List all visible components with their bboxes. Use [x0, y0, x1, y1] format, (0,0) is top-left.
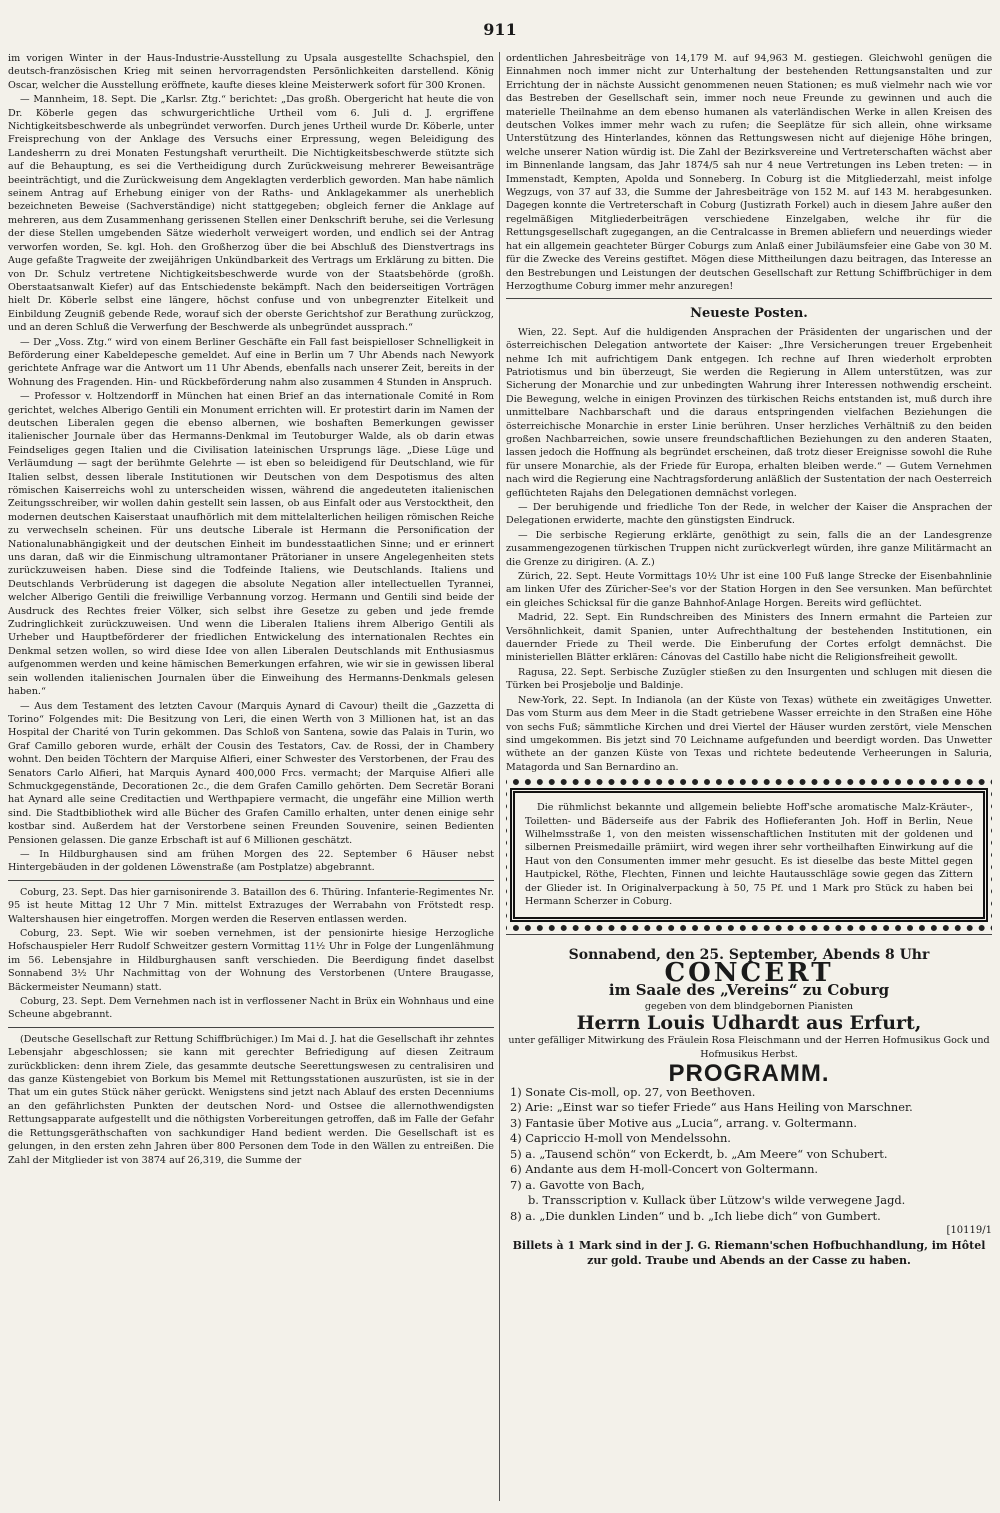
article-paragraph: im vorigen Winter in der Haus-Industrie-Ausstellung zu Upsala ausgestellte Schachspiel, den deutsch-französischen Krieg mit seinen hervorragendsten Persönlichkeiten darstellend. König Oscar, welcher die Ausstellung eröffnete, kaufte dieses kleine Meisterwerk sofort für 300 Kronen. [8, 53, 494, 91]
column-divider [499, 52, 500, 1501]
news-paragraph: Madrid, 22. Sept. Ein Rundschreiben des Ministers des Innern ermahnt die Parteien zur Versöhnlichkeit, damit Spanien, unter Aufrechthaltung der bestehenden Institutionen, ein dauernder Friede zu Theil werde. Die Einberufung der Cortes erfolgt demnächst. Die ministeriellen Blätter erklären: Cánovas del Castillo habe nicht die Religionsfreiheit gewollt. [506, 612, 992, 664]
soap-ad-text: Die rühmlichst bekannte und allgemein beliebte Hoff'sche aromatische Malz-Kräuter-, Toiletten- und Bäderseife aus der Fabrik des Hoflieferanten Joh. Hoff in Berlin, Neue Wilhelmsstraße 1, von den meisten wissenschaftlichen Instituten mit der goldenen und silbernen Preismedaille prämiirt, wird wegen ihrer sehr vortheilhaften Einwirkung auf die Haut von den Consumenten immer mehr gesucht. Es ist dieselbe das beste Mittel gegen Hautpickel, Röthe, Flechten, Finnen und leichte Hautausschläge sowie gegen das Zittern der Glieder ist. In Originalverpackung à 50, 75 Pf. und 1 Mark pro Stück zu haben bei Hermann Scherzer in Coburg. [525, 802, 973, 907]
news-paragraph: — Die serbische Regierung erklärte, genöthigt zu sein, falls die an der Landesgrenze zusammengezogenen türkischen Truppen nicht zurückverlegt würden, ihre ganze Militärmacht an die Grenze zu dirigiren. (A. Z.) [506, 529, 992, 568]
programm-item: b. Transscription v. Kullack über Lützow's wilde verwegene Jagd. [528, 1193, 906, 1208]
concert-performer: Herrn Louis Udhardt aus Erfurt, [576, 1012, 922, 1034]
concert-given-by: gegeben von dem blindgebornen Pianisten [644, 1000, 854, 1012]
society-paragraph-continued: ordentlichen Jahresbeiträge von 14,179 M. auf 94,963 M. gestiegen. Gleichwohl genügen die Einnahmen noch immer nicht zur Unterhaltung der bestehenden Rettungsanstalten und zur Errichtung der in nächste Aussicht genommenen neuen Stationen; es muß vielmehr nach wie vor das Bestreben der Gesellschaft sein, immer noch neue Freunde zu gewinnen und auch die materielle Theilnahme an dem ebenso humanen als vaterländischen Werke in allen Kreisen des deutschen Volkes immer mehr wach zu rufen; die Seeplätze für sich allein, ohne wirksame Unterstützung des Hinterlandes, können das Rettungswesen nicht auf diejenige Höhe bringen, welche unserer Nation würdig ist. Die Zahl der Bezirksvereine und Vertreterschaften wächst aber im Binnenlande langsam, das Jahr 1874/5 sah nur 4 neue Vertretungen ins Leben treten: — in Immenstadt, Kempten, Apolda und Sonneberg. In Coburg ist die Mitgliederzahl, meist infolge Wegzugs, von 37 auf 33, die Summe der Jahresbeiträge von 152 M. auf 143 M. herabgesunken. Dagegen konnte die Vertreterschaft in Coburg (Justizrath Forkel) auch in diesem Jahre außer den regelmäßigen Mitgliederbeiträgen verschiedene Einzelgaben, welche ihr für die Rettungsgesellschaft zugegangen, an die Centralcasse in Bremen abliefern und neuerdings wieder hat ein allgemein geachteter Bürger Coburgs zum Anlaß einer Jubiläumsfeier eine Gabe von 30 M. für die Zwecke des Vereins gestiftet. Mögen diese Mittheilungen dazu beitragen, das Interesse an den Bestrebungen und Leistungen der deutschen Gesellschaft zur Rettung Schiffbrüchiger in dem Herzogthume Coburg immer mehr anzuregen! [506, 53, 992, 292]
news-paragraph: — Der beruhigende und friedliche Ton der Rede, in welcher der Kaiser die Ansprachen der Delegationen erwiderte, machte den günstigsten Eindruck. [506, 502, 992, 527]
programm-item: 2) Arie: „Einst war so tiefer Friede“ aus Hans Heiling von Marschner. [510, 1100, 913, 1115]
programm-item: 8) a. „Die dunklen Linden“ und b. „Ich liebe dich“ von Gumbert. [510, 1208, 881, 1223]
section-divider [506, 934, 992, 935]
ticket-info: Billets à 1 Mark sind in der J. G. Riemann'schen Hofbuchhandlung, im Hôtel zur gold. Traube und Abends an der Casse zu haben. [512, 1238, 986, 1267]
concert-date: Sonnabend, den 25. September, Abends 8 Uhr [568, 947, 930, 964]
concert-venue: im Saale des „Vereins“ zu Coburg [608, 981, 890, 1000]
news-paragraph: Zürich, 22. Sept. Heute Vormittags 10½ Uhr ist eine 100 Fuß lange Strecke der Eisenbahnlinie am linken Ufer des Züricher-See's vor der Station Horgen in den See versunken. Man befürchtet ein gleiches Schicksal für die ganze Bahnhof-Anlage Horgen. Bereits wird geflüchtet. [506, 571, 992, 609]
section-divider [8, 1027, 494, 1028]
programm-heading: PROGRAMM. [668, 1060, 830, 1088]
article-paragraph: — Professor v. Holtzendorff in München hat einen Brief an das internationale Comité in Rom gerichtet, welches Alberigo Gentili ein Monument errichten will. Er protestirt darin im Namen der deutschen Liberalen gegen die ebenso albernen, wie boshaften Bemerkungen gewisser italienischer Journale über das Hermanns-Denkmal im Teutoburger Walde, als ob darin etwas Feindseliges gegen Italien und die Civilisation lateinischen Ursprungs läge. „Diese Lüge und Verläumdung — sagt der berühmte Gelehrte — ist eben so beleidigend für Deutschland, wie für Italien selbst, dessen liberale Institutionen wir Deutschen von dem Despotismus des alten römischen Kaiserreichs wohl zu unterscheiden wissen, während die angedeuteten italienischen Zeitungsschreiber, wir wollen dahin gestellt sein lassen, ob aus Einfalt oder aus Verstocktheit, den modernen deutschen Kaiserstaat unaufhörlich mit dem mittelalterlichen heiligen römischen Reiche zu verwechseln scheinen. Für uns deutsche Liberale ist Hermann die Personification der Nationalunabhängigkeit und der deutschen Einheit im bundesstaatlichen Sinne; und er erinnert uns daran, daß wir die Einmischung ultramontaner Prätorianer in unsere Angelegenheiten stets zurückzuweisen haben. Diese sind die Todfeinde Italiens, wie Deutschlands. Italiens und Deutschlands Verbrüderung ist dagegen die absolute Negation aller intellectuellen Tyrannei, welcher Alberigo Gentili die freiwillige Verbannung vorzog. Hermann und Gentili sind beide der Ausdruck des Rechtes freier Völker, sich selbst ihre Gesetze zu geben und jede fremde Zudringlichkeit zurückzuweisen. Und wenn die Liberalen Italiens ihrem Alberigo Gentili als Urheber und Hauptbeförderer der friedlichen Entwickelung des internationalen Rechtes ein Denkmal setzen wollen, so wird diese Idee von allen Liberalen Deutschlands mit Enthusiasmus aufgenommen werden und keine hämischen Bemerkungen erfahren, wie wir sie in gewissen liberal sein wollenden italienischen Journalen über die Einweihung des Hermanns-Denkmals gelesen haben.“ [8, 391, 494, 698]
local-news-paragraph: Coburg, 23. Sept. Das hier garnisonirende 3. Bataillon des 6. Thüring. Infanterie-Regimentes Nr. 95 ist heute Mittag 12 Uhr 7 Min. mittelst Extrazuges der Werrabahn von Frötstedt resp. Waltershausen hier eingetroffen. Morgen werden die Reserven entlassen werden. [8, 886, 494, 925]
programm-list [506, 1085, 992, 1225]
article-paragraph: — Mannheim, 18. Sept. Die „Karlsr. Ztg.“ berichtet: „Das großh. Obergericht hat heute die von Dr. Köberle gegen das schwurgerichtliche Urtheil vom 6. Juli d. J. ergriffene Nichtigkeitsbeschwerde als unbegründet verworfen. Durch jenes Urtheil wurde Dr. Köberle, unter Freisprechung von der Anklage des Versuchs einer Erpressung, wegen Beleidigung des Landesherrn zu drei Monaten Festungshaft verurtheilt. Die Nichtigkeitsbeschwerde stützte sich auf die Behauptung, es sei die Vertheidigung durch Zurückweisung mehrerer Beweisanträge beeinträchtigt, und die Zurückweisung dem Angeklagten verderblich geworden. Man habe nämlich seinem Antrag auf Erhebung einiger von der Raths- und Anklagekammer als unerheblich bezeichneten Beweise (Sachverständige) nicht stattgegeben; obgleich ferner die Anklage auf mehreren, aus dem Zusammenhang gerissenen Stellen einer Denkschrift beruhe, sei die Verlesung der diese Stellen umgebenden Sätze wiederholt verweigert worden, und endlich sei der Antrag verworfen worden, Se. kgl. Hoh. den Großherzog über die bei Abschluß des Dienstvertrags ins Auge gefaßte Tragweite der zweijährigen Unkündbarkeit des Vertrags um Erklärung zu bitten. Die von Dr. Schulz vertretene Nichtigkeitsbeschwerde wurde von der Staatsbehörde (großh. Oberstaatsanwalt Kiefer) auf das Entschiedenste bekämpft. Nach den beiderseitigen Vorträgen hielt Dr. Köberle selbst eine längere, höchst confuse und von unbegrenzter Eitelkeit und Einbildung Zeugniß gebende Rede, worauf sich der oberste Gerichtshof zur Berathung zurückzog, und an deren Schluß die Verwerfung der Beschwerde als unbegründet aussprach.“ [8, 94, 494, 334]
programm-item: 4) Capriccio H-moll von Mendelssohn. [510, 1131, 731, 1146]
article-paragraph: — In Hildburghausen sind am frühen Morgen des 22. September 6 Häuser nebst Hintergebäuden in der goldenen Löwenstraße (am Postplatze) abgebrannt. [8, 848, 494, 874]
programm-item: 6) Andante aus dem H-moll-Concert von Goltermann. [510, 1162, 819, 1177]
news-paragraph: Ragusa, 22. Sept. Serbische Zuzügler stießen zu den Insurgenten und schlugen mit diesen die Türken bei Prosjebolje und Baldinje. [506, 666, 992, 692]
local-news-paragraph: Coburg, 23. Sept. Wie wir soeben vernehmen, ist der pensionirte hiesige Herzogliche Hofschauspieler Herr Rudolf Schweitzer gestern Vormittag 11½ Uhr in Folge der Lungenlähmung im 56. Lebensjahre in Hildburghausen sanft verschieden. Die Beerdigung findet daselbst Sonnabend 3½ Uhr Nachmittag von der Wohnung des Verstorbenen (Untere Braugasse, Bäckermeister Neumann) statt. [8, 928, 494, 993]
section-divider [8, 880, 494, 881]
concert-advertisement [506, 949, 992, 1267]
local-news-paragraph: Coburg, 23. Sept. Dem Vernehmen nach ist in verflossener Nacht in Brüx ein Wohnhaus und eine Scheune abgebrannt. [8, 996, 494, 1021]
programm-item: 1) Sonate Cis-moll, op. 27, von Beethoven. [510, 1084, 756, 1099]
left-column [8, 52, 494, 1501]
concert-title: CONCERT [664, 957, 834, 988]
programm-item: 7) a. Gavotte von Bach, [510, 1177, 645, 1192]
ad-reference-number: [10119/1 [946, 1225, 992, 1237]
news-paragraph: New-York, 22. Sept. In Indianola (an der Küste von Texas) wüthete ein zweitägiges Unwetter. Das vom Sturm aus dem Meer in die Stadt getriebene Wasser erreichte in den Straßen eine Höhe von sechs Fuß; sämmtliche Kirchen und drei Viertel der Häuser wurden zerstört, viele Menschen sind umgekommen. Bis jetzt sind 70 Leichname aufgefunden und beerdigt worden. Das Unwetter wüthete an der ganzen Küste von Texas und richtete bedeutende Verheerungen in Saluria, Matagorda und San Bernardino an. [506, 694, 992, 773]
programm-item: 3) Fantasie über Motive aus „Lucia“, arrang. v. Goltermann. [510, 1115, 857, 1130]
section-divider [506, 298, 992, 299]
programm-item: 5) a. „Tausend schön“ von Eckerdt, b. „Am Meere“ von Schubert. [510, 1146, 888, 1161]
page-number: 911 [483, 20, 517, 39]
soap-advertisement [510, 788, 988, 922]
concert-assistance: unter gefälliger Mitwirkung des Fräulein Rosa Fleischmann und der Herren Hofmusikus Gock und Hofmusikus Herbst. [508, 1035, 990, 1060]
article-paragraph: — Der „Voss. Ztg.“ wird von einem Berliner Geschäfte ein Fall fast beispielloser Schnelligkeit in Beförderung einer Kabeldepesche gemeldet. Auf eine in Berlin um 7 Uhr Abends nach Newyork gerichtete Anfrage war die Antwort um 11 Uhr Abends, ebenfalls nach unserer Zeit, bereits in der Wohnung des Fragenden. Hin- und Rückbeförderung nahm also zusammen 4 Stunden in Anspruch. [8, 336, 494, 388]
news-paragraph: Wien, 22. Sept. Auf die huldigenden Ansprachen der Präsidenten der ungarischen und der österreichischen Delegation antwortete der Kaiser: „Ihre Versicherungen treuer Ergebenheit nehme Ich mit aufrichtigem Dank entgegen. Ich rechne auf Ihren wiederholt erprobten Patriotismus und bin überzeugt, Sie werden die Regierung in Allem unterstützen, was zur Sicherung der Monarchie und zur unbedingten Wahrung ihrer Interessen nothwendig erscheint. Die Bewegung, welche in einigen Provinzen des türkischen Reichs entstanden ist, muß durch ihre unmittelbare Nachbarschaft und die daraus entspringenden vielfachen Beziehungen die österreichische Monarchie in erster Linie berühren. Unser herzliches Verhältniß zu den beiden großen Nachbarreichen, sowie unsere freundschaftlichen Beziehungen zu den anderen Staaten, lassen jedoch die Hoffnung als begründet erscheinen, daß trotz dieser Ereignisse sowohl die Ruhe für unsere Monarchie, als der Friede für Europa, erhalten bleiben werde.“ — Gutem Vernehmen nach wird die Regierung eine Nachtragsforderung anläßlich der Sustentation der nach Oesterreich geflüchteten Rajahs den Delegationen demnächst vorlegen. [506, 326, 992, 499]
article-paragraph: — Aus dem Testament des letzten Cavour (Marquis Aynard di Cavour) theilt die „Gazzetta di Torino“ Folgendes mit: Die Besitzung von Leri, die einen Werth von 3 Millionen hat, ist an das Hospital der Charité von Turin gekommen. Das Schloß von Santena, sowie das Palais in Turin, wo Graf Camillo geboren wurde, erhält der Cousin des Testators, Cav. de Rossi, der in Chambery wohnt. Den beiden Töchtern der Marquise Alfieri, einer Schwester des Verstorbenen, der Frau des Senators Carlo Alfieri, hat Marquis Aynard 400,000 Frcs. vermacht; der Marquise Alfieri alle Schmuckgegenstände, Decorationen 2c., die dem Grafen Camillo gehörten. Dem Secretär Borani hat Aynard alle seine Creditactien und Werthpapiere vermacht, die ungefähr eine Million werth sind. Die Stadtbibliothek wird alle Bücher des Grafen Camillo erhalten, unter denen einige sehr kostbar sind. Außerdem hat der Verstorbene seinen Freunden Souvenire, seinen Bedienten Pensionen gelassen. Die ganze Erbschaft ist auf 6 Millionen geschätzt. [8, 700, 494, 846]
right-column [506, 52, 992, 1501]
society-paragraph: (Deutsche Gesellschaft zur Rettung Schiffbrüchiger.) Im Mai d. J. hat die Gesellschaft ihr zehntes Lebensjahr abgeschlossen; sie kann mit gerechter Befriedigung auf diesen Zeitraum zurückblicken: denn ihrem Ziele, das gesammte deutsche Seerettungswesen zu centralisiren und das ganze Küstengebiet von Borkum bis Memel mit Rettungsstationen auszurüsten, ist sie in der That um ein gutes Stück näher gerückt. Wenigstens sind jetzt nach Ablauf des ersten Decenniums an den gefährlichsten Punkten der deutschen Nord- und Ostsee die allernothwendigsten Rettungsapparate aufgestellt und die nöthigsten Vorbereitungen getroffen, daß im Falle der Gefahr die Rettungsgeräthschaften von sachkundiger Hand bedient werden. Die Gesellschaft ist es gelungen, in den ersten zehn Jahren über 800 Personen dem Tode in den Wällen zu entreißen. Die Zahl der Mitglieder ist von 3874 auf 26,319, die Summe der [8, 1033, 494, 1166]
news-heading: Neueste Posten. [690, 306, 808, 322]
